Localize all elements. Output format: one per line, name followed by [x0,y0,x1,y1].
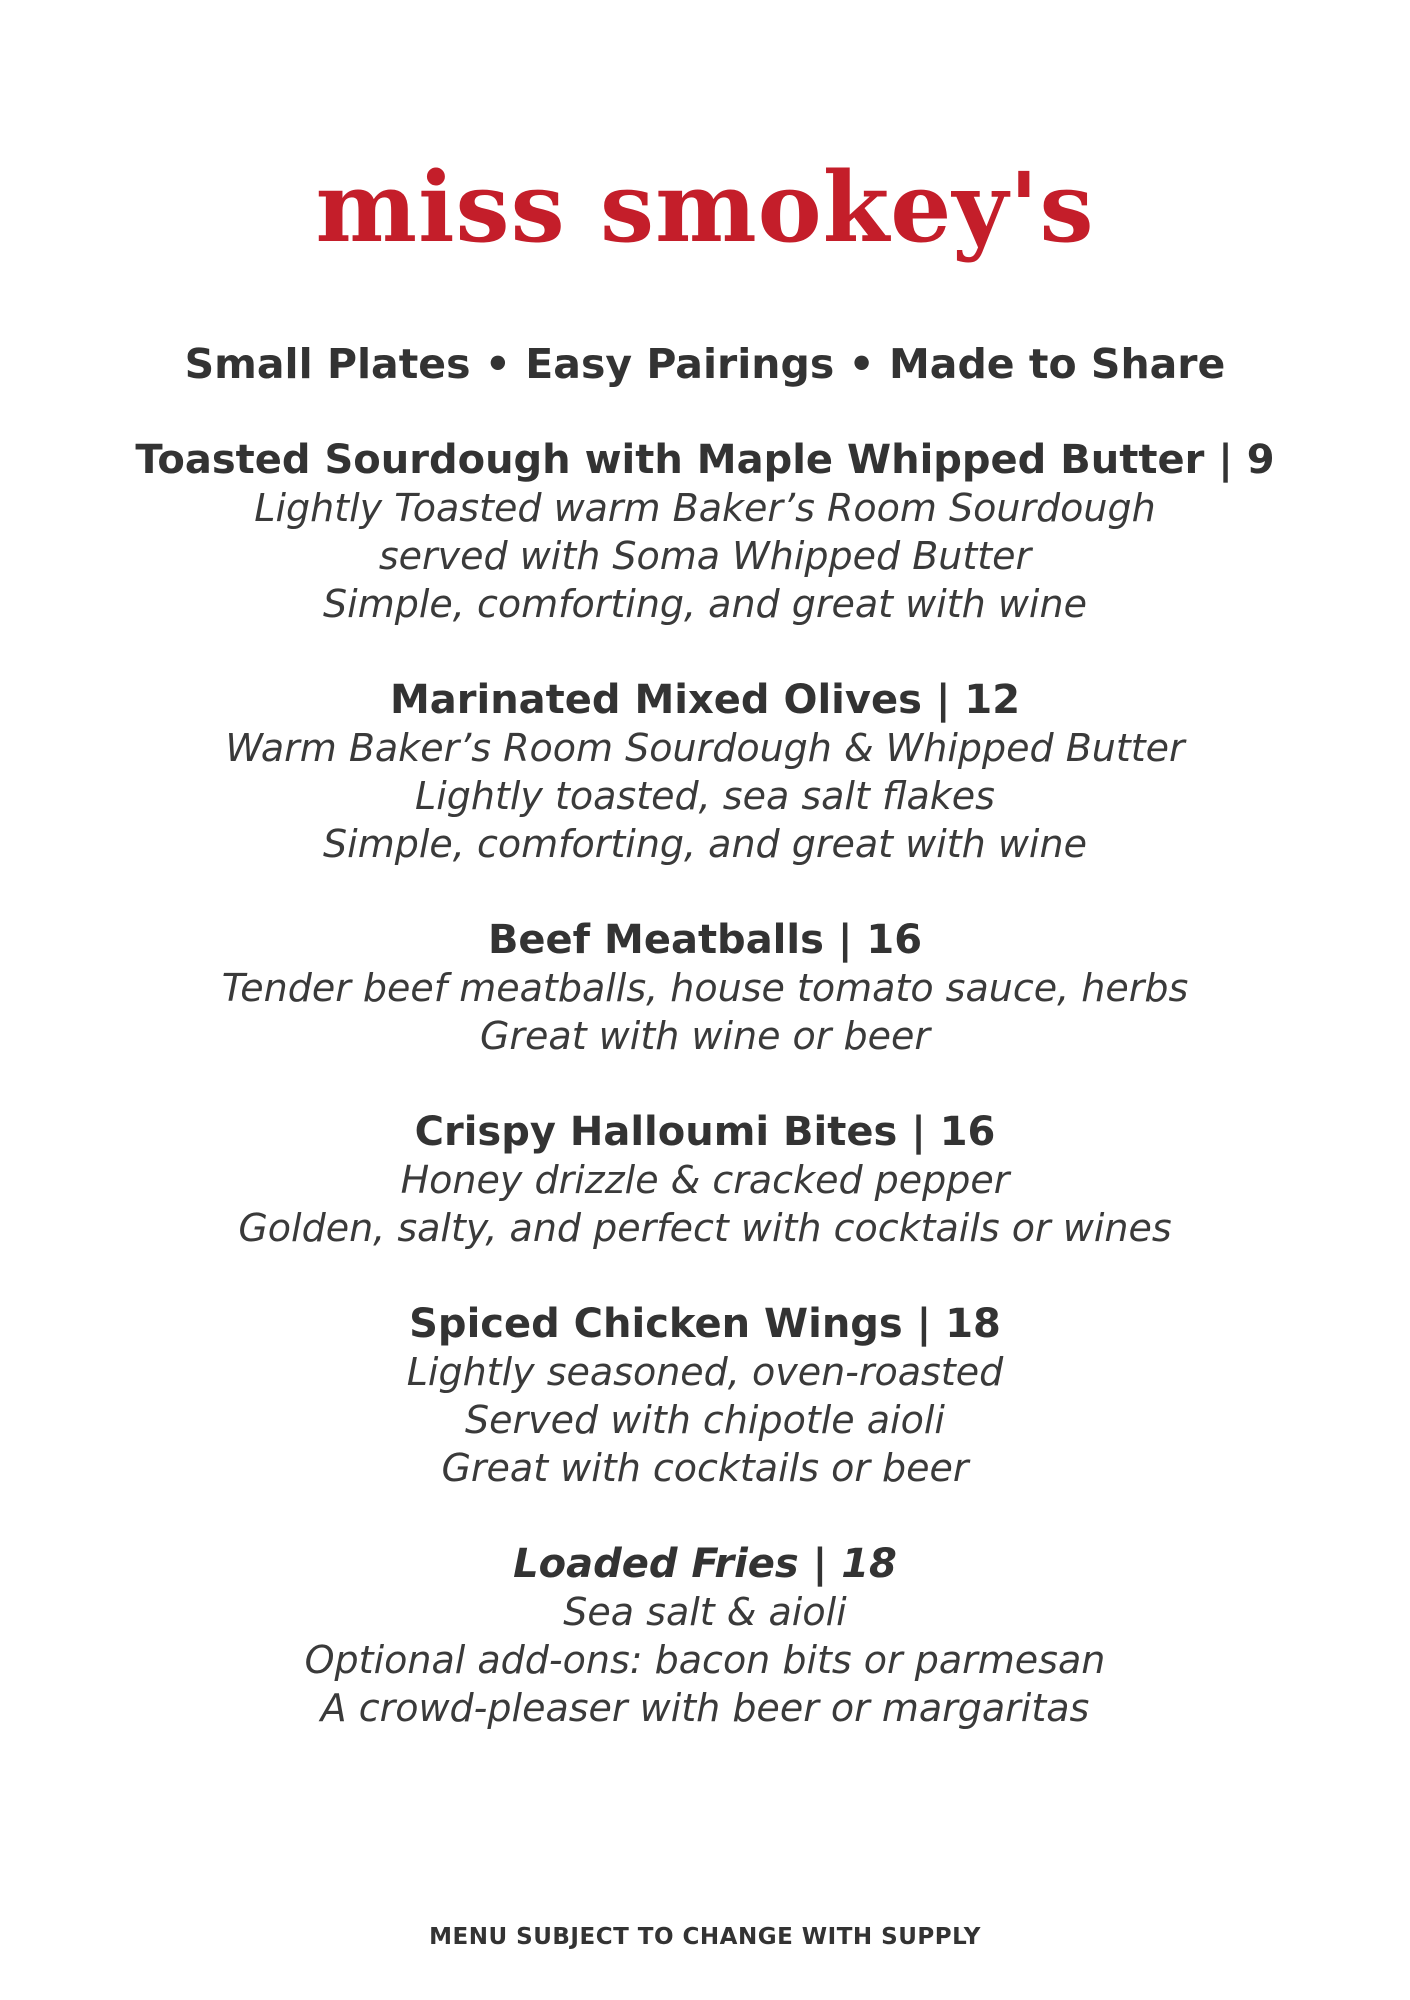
menu-item-description: A crowd-pleaser with beer or margaritas [320,1686,1090,1730]
menu-item [0,436,1410,628]
menu-item-title: Toasted Sourdough with Maple Whipped Butter | 9 [135,437,1275,483]
menu-item [0,1540,1410,1732]
menu-item-title: Loaded Fries | 18 [513,1541,897,1587]
menu-item-title: Crispy Halloumi Bites | 16 [414,1109,996,1155]
menu-item-description: Great with wine or beer [479,1014,931,1058]
menu-item [0,1300,1410,1492]
menu-list [0,436,1410,1780]
menu-item-description: Simple, comforting, and great with wine [323,822,1087,866]
menu-item-description: Tender beef meatballs, house tomato sauce, herbs [221,966,1189,1010]
menu-item-description: Optional add-ons: bacon bits or parmesan [304,1638,1106,1682]
menu-item-description: Sea salt & aioli [563,1590,847,1634]
menu-item-description: Golden, salty, and perfect with cocktails or wines [238,1206,1172,1250]
menu-item-description: Served with chipotle aioli [465,1398,945,1442]
menu-item-title: Spiced Chicken Wings | 18 [409,1301,1001,1347]
menu-item-title: Marinated Mixed Olives | 12 [389,677,1021,723]
brand-logo: miss smokey's [315,151,1095,264]
menu-item [0,1108,1410,1252]
menu-item-description: Great with cocktails or beer [441,1446,969,1490]
menu-item-description: Lightly Toasted warm Baker’s Room Sourdough [254,486,1156,530]
menu-item-description: served with Soma Whipped Butter [378,534,1032,578]
menu-item-description: Lightly seasoned, oven-roasted [406,1350,1004,1394]
menu-item-title: Beef Meatballs | 16 [487,917,923,963]
menu-item-description: Warm Baker’s Room Sourdough & Whipped Butter [225,726,1185,770]
menu-item-description: Honey drizzle & cracked pepper [400,1158,1010,1202]
menu-item [0,916,1410,1060]
menu-item [0,676,1410,868]
footer-note: MENU SUBJECT TO CHANGE WITH SUPPLY [429,1924,981,1950]
menu-item-description: Lightly toasted, sea salt flakes [415,774,995,818]
menu-item-description: Simple, comforting, and great with wine [323,582,1087,626]
tagline: Small Plates • Easy Pairings • Made to Share [184,340,1226,388]
